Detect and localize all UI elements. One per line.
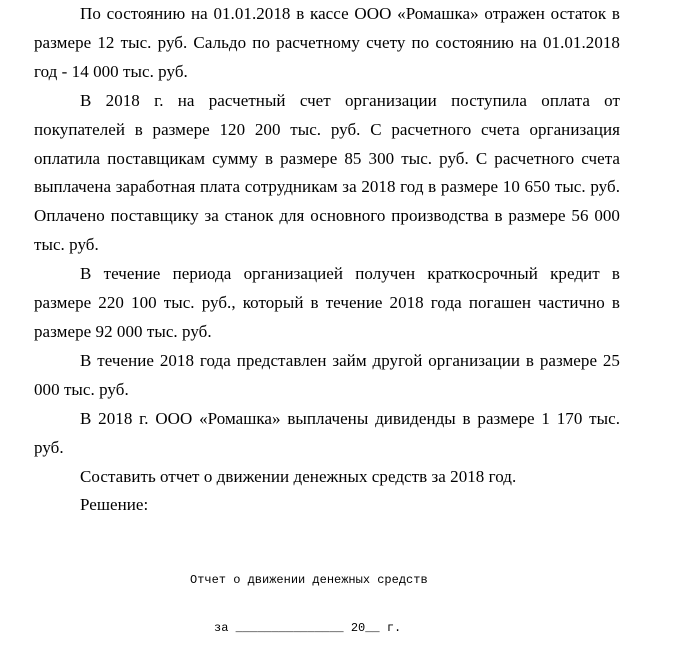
report-period: за _______________ 20__ г. <box>214 621 402 635</box>
report-header <box>190 540 428 652</box>
paragraph-opening-balance: По состоянию на 01.01.2018 в кассе ООО «Ромашка» отражен остаток в размере 12 тыс. руб. Сальдо по расчетному счету по состоянию на 01.01.2018 год - 14 000 тыс. руб. <box>34 4 620 81</box>
paragraph-dividends: В 2018 г. ООО «Ромашка» выплачены дивиденды в размере 1 170 тыс. руб. <box>34 408 620 457</box>
paragraph-short-term-credit: В течение периода организацией получен краткосрочный кредит в размере 220 100 тыс. руб., который в течение 2018 года погашен частично в размере 92 000 тыс. руб. <box>34 264 620 341</box>
solution-label: Решение: <box>80 495 149 515</box>
document-body <box>34 0 620 520</box>
report-title: Отчет о движении денежных средств <box>190 573 428 587</box>
task-statement: Составить отчет о движении денежных средств за 2018 год. <box>80 466 517 486</box>
paragraph-2018-operations: В 2018 г. на расчетный счет организации поступила оплата от покупателей в размере 120 200 тыс. руб. С расчетного счета организация оплатила поставщикам сумму в размере 85 300 тыс. руб. С расчетного счета выплачена заработная плата сотрудникам за 2018 год в размере 10 650 тыс. руб. Оплачено поставщику за станок для основного производства в размере 56 000 тыс. руб. <box>34 90 620 255</box>
paragraph-loan-issued: В течение 2018 года представлен займ другой организации в размере 25 000 тыс. руб. <box>34 350 620 399</box>
